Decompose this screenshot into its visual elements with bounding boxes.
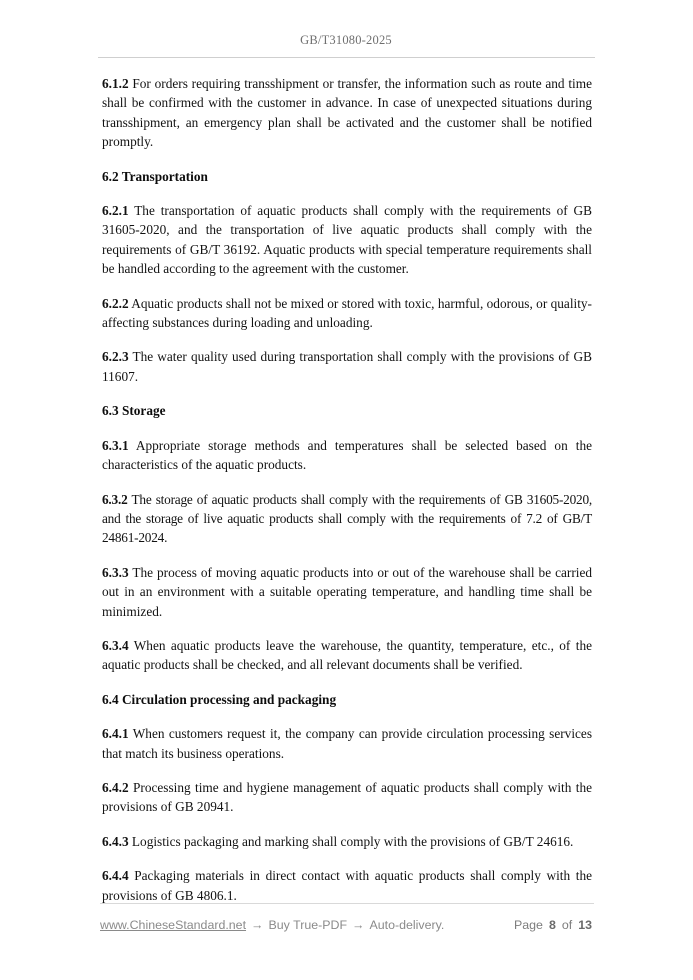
promo-buy-pdf-label: Buy True-PDF (268, 918, 348, 932)
page-indicator (514, 918, 596, 932)
clause-paragraph-clause-6-4-1 (102, 724, 592, 763)
page-header (98, 31, 594, 49)
clause-text: Processing time and hygiene management of aquatic products shall comply with the provisions of GB 20941. (102, 779, 592, 815)
page-total: 13 (578, 918, 592, 932)
clause-number: 6.2.1 (102, 203, 129, 219)
clause-text: The transportation of aquatic products shall comply with the requirements of GB 31605-2020, and the transportation of live aquatic products shall comply with the requirements of GB/T 36192. Aquatic products with special temperature requirements shall be handled according to the agreement with the customer. (102, 203, 592, 277)
clause-number: 6.4.1 (102, 726, 129, 742)
page-label: Page (514, 918, 543, 932)
clause-number: 6.3.2 (102, 491, 128, 507)
page-of-label: of (561, 918, 573, 932)
clause-number: 6.4.4 (102, 868, 129, 884)
clause-text: The process of moving aquatic products into or out of the warehouse shall be carried out in an environment with a suitable operating temperature, and handling time shall be minimized. (102, 564, 592, 619)
clause-paragraph-clause-6-3-1 (102, 436, 592, 475)
clause-number: 6.1.2 (102, 76, 129, 91)
page-current: 8 (548, 918, 556, 932)
clause-text: Logistics packaging and marking shall comply with the provisions of GB/T 24616. (131, 833, 574, 849)
clause-text: When customers request it, the company can provide circulation processing services that match its business operations. (102, 726, 592, 761)
footer-divider (100, 903, 594, 904)
clause-number: 6.2.2 (102, 295, 129, 311)
section-heading-clause-6-4: 6.4 Circulation processing and packaging (102, 691, 337, 707)
clause-number: 6.4.3 (102, 833, 129, 849)
clause-paragraph-clause-6-3-2 (102, 490, 592, 548)
website-link[interactable]: www.ChineseStandard.net (100, 918, 247, 932)
clause-paragraph-clause-6-3-3 (102, 563, 592, 621)
clause-text: Packaging materials in direct contact with aquatic products shall comply with the provisions of GB 4806.1. (102, 868, 592, 903)
clause-paragraph-clause-6-2-1 (102, 201, 592, 279)
clause-text: The water quality used during transportation shall comply with the provisions of GB 11607. (102, 349, 592, 384)
arrow-right-icon: → (251, 918, 264, 932)
promo-auto-delivery-label: Auto-delivery. (369, 918, 445, 932)
clause-paragraph-clause-6-4-3 (102, 832, 592, 851)
clause-number: 6.4.2 (102, 779, 129, 795)
section-heading-clause-6-3: 6.3 Storage (102, 403, 166, 419)
clause-number: 6.3.1 (102, 437, 129, 453)
clause-text: Aquatic products shall not be mixed or stored with toxic, harmful, odorous, or quality-affecting substances during loading and unloading. (102, 295, 592, 331)
clause-paragraph-clause-6-2-2 (102, 294, 592, 333)
clause-paragraph-clause-6-3-4 (102, 636, 592, 675)
arrow-right-icon-2: → (352, 918, 365, 932)
clause-number: 6.3.3 (102, 564, 129, 580)
standard-code: GB/T31080-2025 (300, 33, 392, 47)
page-footer (100, 913, 596, 937)
clause-number: 6.3.4 (102, 637, 129, 653)
clause-paragraph-clause-6-4-2 (102, 778, 592, 817)
footer-promo (100, 918, 444, 932)
clause-text: The storage of aquatic products shall comply with the requirements of GB 31605-2020, and the storage of live aquatic products shall comply with the requirements of 7.2 of GB/T 24861-2024. (102, 491, 592, 546)
clause-paragraph-clause-6-1-2 (102, 74, 592, 152)
header-divider (98, 57, 595, 58)
clause-number: 6.2.3 (102, 349, 129, 365)
clause-text: Appropriate storage methods and temperatures shall be selected based on the characteristics of the aquatic products. (102, 437, 592, 473)
clause-text: When aquatic products leave the warehouse, the quantity, temperature, etc., of the aquatic products shall be checked, and all relevant documents shall be verified. (102, 637, 592, 673)
section-heading-clause-6-2: 6.2 Transportation (102, 168, 208, 184)
clause-text: For orders requiring transshipment or transfer, the information such as route and time shall be confirmed with the customer in advance. In case of unexpected situations during transshipment, an emergency plan shall be activated and the customer shall be notified promptly. (102, 76, 593, 150)
clause-paragraph-clause-6-4-4 (102, 866, 592, 905)
document-body (102, 74, 592, 905)
clause-paragraph-clause-6-2-3 (102, 347, 592, 386)
